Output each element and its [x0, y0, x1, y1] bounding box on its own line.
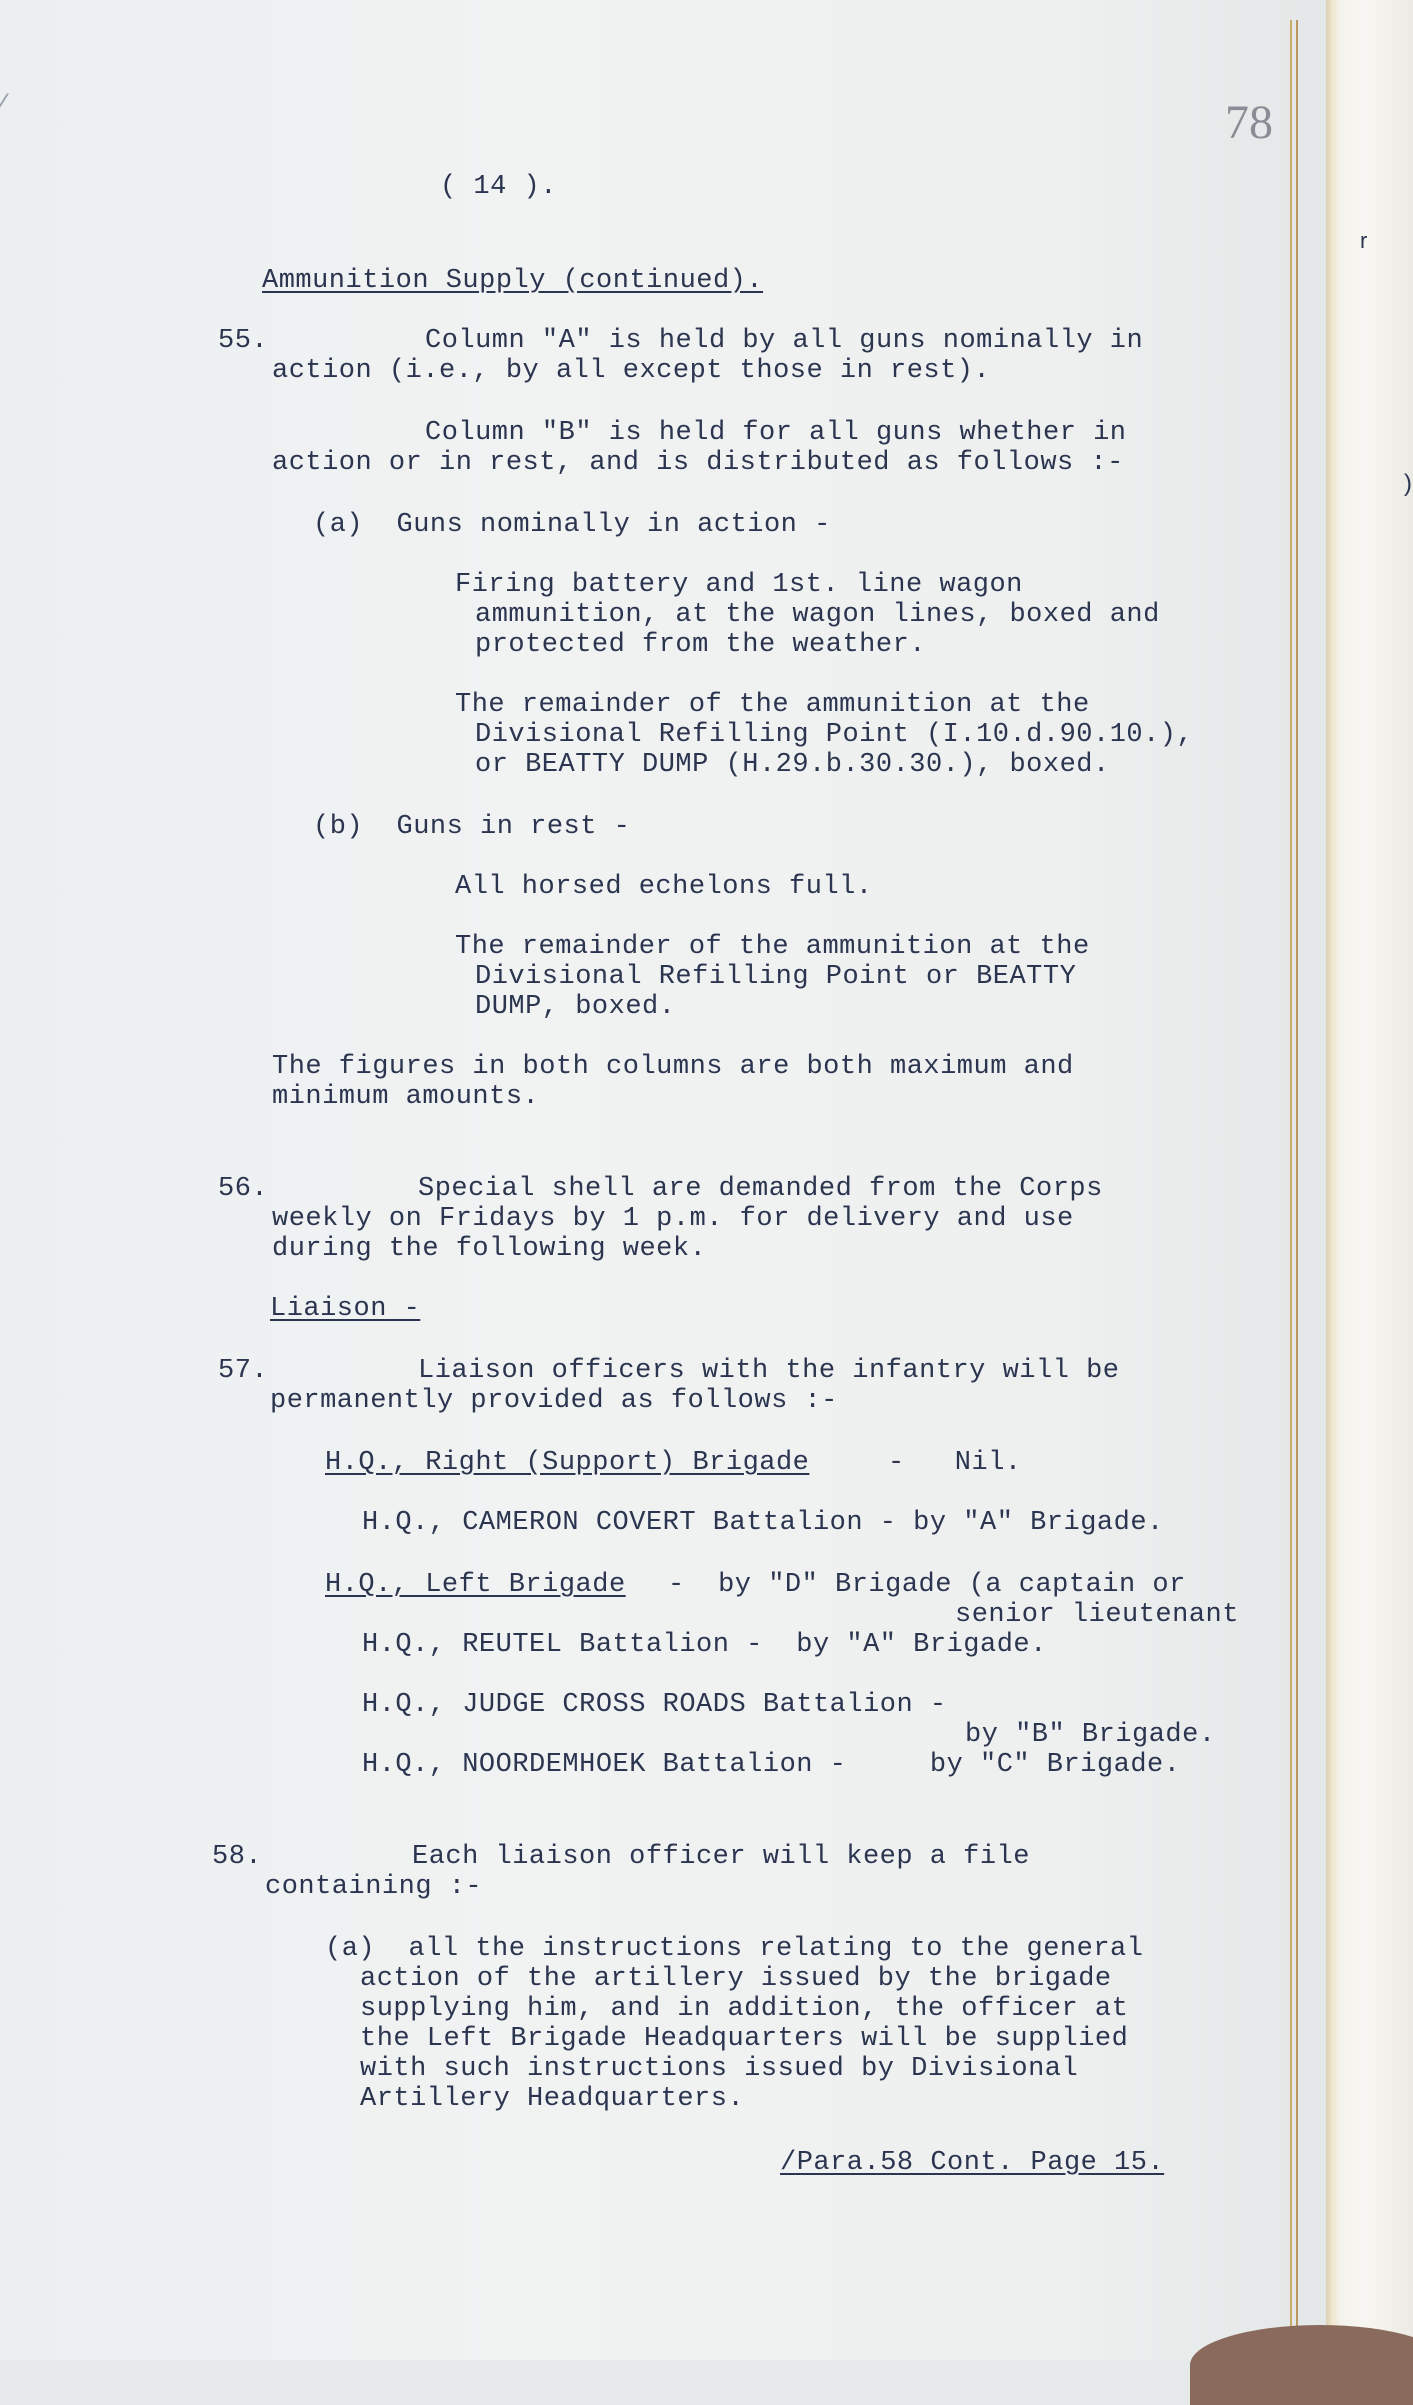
thumb: [1190, 2325, 1413, 2405]
margin-mark: ⁄: [0, 88, 6, 121]
page-edge: [1326, 0, 1413, 2360]
para-58-item: with such instructions issued by Divisional: [360, 2054, 1079, 2084]
sub-item-text: protected from the weather.: [475, 630, 926, 660]
liaison-row-label: H.Q., Left Brigade: [325, 1570, 626, 1600]
liaison-row: H.Q., CAMERON COVERT Battalion - by "A" Brigade.: [362, 1508, 1164, 1538]
para-number-56: 56.: [218, 1174, 269, 1204]
para-number-55: 55.: [218, 326, 269, 356]
sub-item-text: The remainder of the ammunition at the: [455, 932, 1090, 962]
para-57-line: permanently provided as follows :-: [270, 1386, 838, 1416]
sub-item-text: ammunition, at the wagon lines, boxed and: [475, 600, 1160, 630]
para-55-line: Column "A" is held by all guns nominally in: [425, 326, 1144, 356]
para-55-line: minimum amounts.: [272, 1082, 540, 1112]
liaison-row: H.Q., JUDGE CROSS ROADS Battalion -: [362, 1690, 947, 1720]
para-58-item: (a) all the instructions relating to the general: [325, 1934, 1144, 1964]
page-number: ( 14 ).: [440, 172, 557, 202]
para-58-line: containing :-: [265, 1872, 483, 1902]
liaison-row: H.Q., REUTEL Battalion - by "A" Brigade.: [362, 1630, 1047, 1660]
para-number-58: 58.: [212, 1842, 263, 1872]
sub-item-text: The remainder of the ammunition at the: [455, 690, 1090, 720]
liaison-row-label: H.Q., Right (Support) Brigade: [325, 1448, 810, 1478]
para-55-line: The figures in both columns are both maximum and: [272, 1052, 1074, 1082]
sub-item-text: Firing battery and 1st. line wagon: [455, 570, 1023, 600]
para-57-line: Liaison officers with the infantry will be: [418, 1356, 1120, 1386]
folio-number: 78: [1225, 96, 1273, 149]
margin-mark: r: [1360, 228, 1368, 253]
liaison-row: H.Q., NOORDEMHOEK Battalion - by "C" Brigade.: [362, 1750, 1181, 1780]
sub-item-text: Divisional Refilling Point (I.10.d.90.10.),: [475, 720, 1194, 750]
para-55-line: action or in rest, and is distributed as follows :-: [272, 448, 1124, 478]
para-55-line: action (i.e., by all except those in rest).: [272, 356, 991, 386]
sub-item-a-label: (a) Guns nominally in action -: [313, 510, 831, 540]
page-edge-line: [1290, 20, 1292, 2340]
sub-item-text: or BEATTY DUMP (H.29.b.30.30.), boxed.: [475, 750, 1110, 780]
sub-item-text: DUMP, boxed.: [475, 992, 676, 1022]
para-55-line: Column "B" is held for all guns whether in: [425, 418, 1127, 448]
liaison-row-value: senior lieutenant: [955, 1600, 1239, 1630]
continuation-note: /Para.58 Cont. Page 15.: [780, 2148, 1165, 2178]
sub-item-b-label: (b) Guns in rest -: [313, 812, 631, 842]
para-56-line: during the following week.: [272, 1234, 707, 1264]
para-56-line: Special shell are demanded from the Corps: [418, 1174, 1103, 1204]
liaison-row-value: - Nil.: [888, 1448, 1022, 1478]
liaison-row-value: - by "D" Brigade (a captain or: [668, 1570, 1186, 1600]
margin-mark: ): [1404, 470, 1412, 497]
para-56-line: weekly on Fridays by 1 p.m. for delivery and use: [272, 1204, 1074, 1234]
para-58-item: Artillery Headquarters.: [360, 2084, 745, 2114]
sub-item-text: All horsed echelons full.: [455, 872, 873, 902]
section-heading: Ammunition Supply (continued).: [262, 266, 764, 296]
para-58-item: action of the artillery issued by the brigade: [360, 1964, 1112, 1994]
para-58-item: the Left Brigade Headquarters will be supplied: [360, 2024, 1129, 2054]
para-58-line: Each liaison officer will keep a file: [412, 1842, 1030, 1872]
para-number-57: 57.: [218, 1356, 269, 1386]
liaison-row-value: by "B" Brigade.: [965, 1720, 1216, 1750]
sub-item-text: Divisional Refilling Point or BEATTY: [475, 962, 1077, 992]
para-58-item: supplying him, and in addition, the officer at: [360, 1994, 1129, 2024]
liaison-heading: Liaison -: [270, 1294, 421, 1324]
page-edge-line: [1296, 20, 1298, 2340]
